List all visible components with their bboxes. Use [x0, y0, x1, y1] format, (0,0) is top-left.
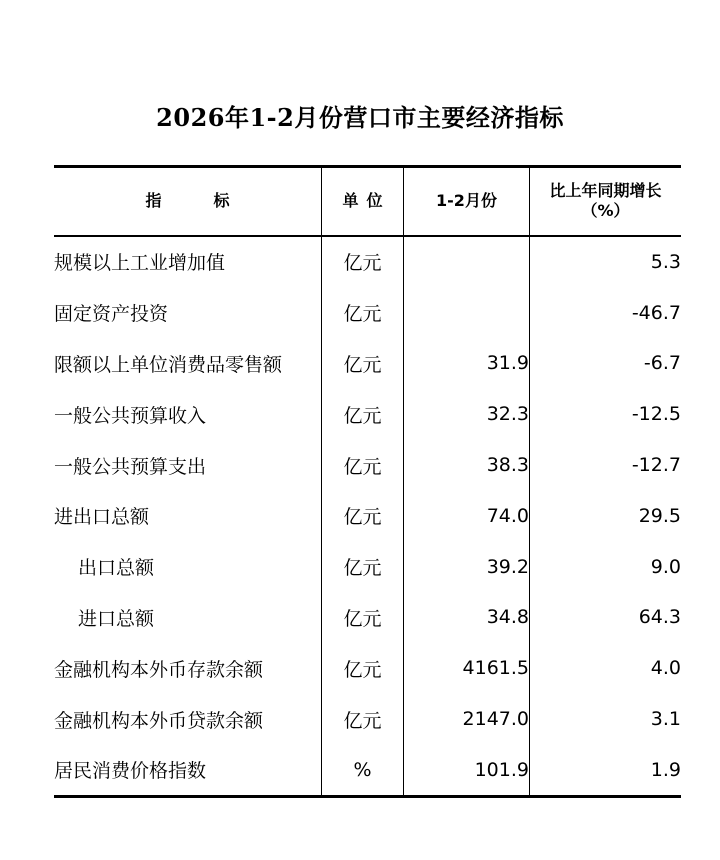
row-growth: -46.7 [631, 301, 681, 324]
header-growth [530, 167, 682, 236]
header-row [54, 167, 681, 236]
row-value [404, 287, 530, 338]
table-row [54, 287, 681, 338]
row-indicator-name: 出口总额 [78, 557, 155, 580]
table-row [54, 389, 681, 440]
row-unit: 亿元 [322, 440, 404, 491]
row-growth: 4.0 [650, 657, 681, 680]
row-growth: 3.1 [650, 708, 681, 731]
header-growth-line-2: （%） [581, 201, 630, 221]
row-growth: 1.9 [650, 758, 681, 781]
row-indicator-name: 规模以上工业增加值 [54, 252, 226, 275]
row-growth: -6.7 [643, 352, 681, 375]
row-unit: 亿元 [322, 541, 404, 592]
header-indicator [54, 167, 322, 236]
row-indicator-name: 金融机构本外币存款余额 [54, 658, 264, 681]
row-value: 74.0 [404, 490, 530, 541]
row-indicator-name: 进出口总额 [54, 506, 150, 529]
row-indicator-name: 居民消费价格指数 [54, 760, 207, 783]
row-indicator-name: 一般公共预算收入 [54, 404, 207, 427]
row-value [404, 236, 530, 288]
row-unit: 亿元 [322, 287, 404, 338]
row-growth: -12.5 [631, 403, 681, 426]
row-indicator-name: 限额以上单位消费品零售额 [54, 353, 283, 376]
row-unit: 亿元 [322, 389, 404, 440]
row-value: 38.3 [404, 440, 530, 491]
row-unit: % [322, 744, 404, 796]
header-growth-line-1: 比上年同期增长 [549, 181, 662, 201]
row-growth: -12.7 [631, 454, 681, 477]
row-unit: 亿元 [322, 592, 404, 643]
row-indicator-name: 一般公共预算支出 [54, 455, 207, 478]
header-indicator-char-2: 标 [213, 191, 230, 211]
table-row [54, 541, 681, 592]
header-period: 1-2月份 [404, 167, 530, 236]
table-header [54, 167, 681, 236]
table-row [54, 744, 681, 796]
row-growth: 29.5 [638, 504, 681, 527]
row-value: 2147.0 [404, 694, 530, 745]
row-growth: 5.3 [650, 250, 681, 273]
row-indicator-name: 进口总额 [78, 607, 155, 630]
table-row [54, 490, 681, 541]
row-value: 39.2 [404, 541, 530, 592]
row-unit: 亿元 [322, 490, 404, 541]
row-value: 4161.5 [404, 643, 530, 694]
header-unit-char-1: 单 [342, 191, 359, 211]
table-body [54, 236, 681, 797]
table-row [54, 643, 681, 694]
row-indicator-name: 固定资产投资 [54, 303, 169, 326]
table-row [54, 440, 681, 491]
table-row [54, 592, 681, 643]
row-value: 34.8 [404, 592, 530, 643]
page-title: 2026年1-2月份营口市主要经济指标 [156, 103, 564, 132]
row-unit: 亿元 [322, 338, 404, 389]
header-indicator-char-1: 指 [145, 191, 162, 211]
row-unit: 亿元 [322, 694, 404, 745]
row-growth: 9.0 [650, 555, 681, 578]
row-value: 101.9 [404, 744, 530, 796]
header-unit-char-2: 位 [366, 191, 383, 211]
table-row [54, 338, 681, 389]
indicator-table [54, 165, 681, 798]
table-row [54, 694, 681, 745]
row-growth: 64.3 [638, 606, 681, 629]
row-unit: 亿元 [322, 643, 404, 694]
table-row [54, 236, 681, 288]
row-value: 32.3 [404, 389, 530, 440]
header-unit [322, 167, 404, 236]
row-unit: 亿元 [322, 236, 404, 288]
row-indicator-name: 金融机构本外币贷款余额 [54, 709, 264, 732]
row-value: 31.9 [404, 338, 530, 389]
